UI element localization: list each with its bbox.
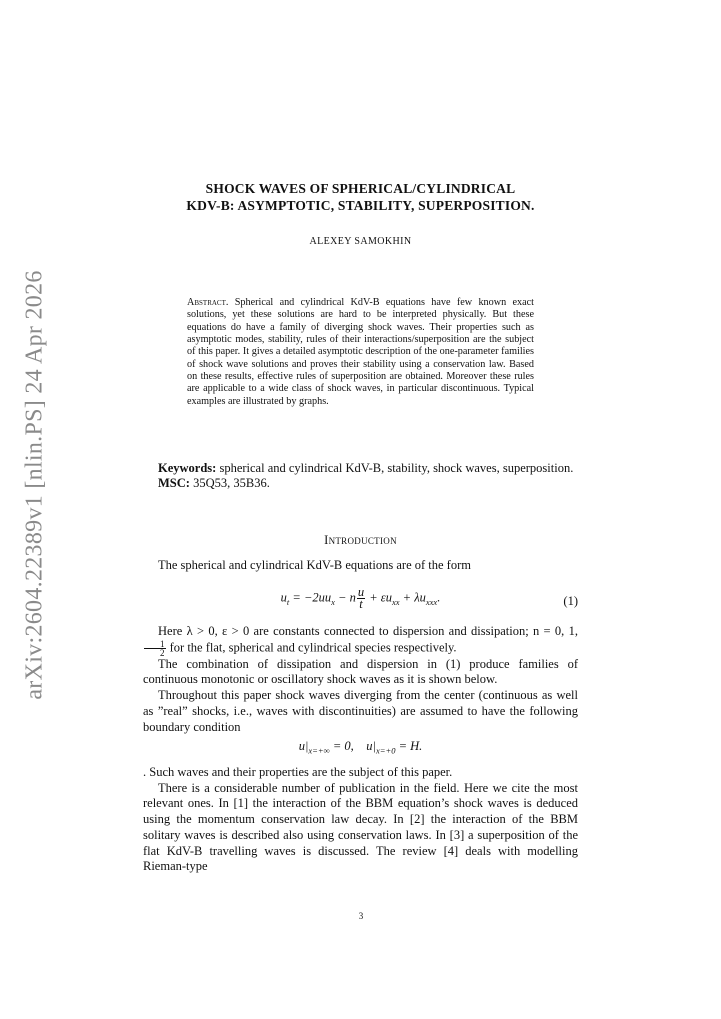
intro-body-2 xyxy=(143,765,578,875)
msc-line xyxy=(143,476,578,491)
arxiv-stamp xyxy=(14,270,56,700)
msc-text: 35Q53, 35B36. xyxy=(193,476,270,490)
section-title: Introduction xyxy=(324,533,397,547)
paper-title xyxy=(143,180,578,214)
equation-1 xyxy=(143,587,578,610)
intro-p1: The spherical and cylindrical KdV-B equations are of the form xyxy=(158,558,471,572)
author: ALEXEY SAMOKHIN xyxy=(309,236,412,247)
intro-p3: The combination of dissipation and dispersion in (1) produce families of continuous monotonic or oscillatory shock waves as it is shown below. xyxy=(143,656,578,687)
intro-p2: Here λ > 0, ε > 0 are constants connected to dispersion and dissipation; n = 0, 1, $\frac{1}{2}$ for the flat, spherical and cylindrical species respectively. xyxy=(143,624,578,657)
keywords-line xyxy=(143,461,578,476)
arxiv-stamp-text: arXiv:2604.22389v1 [nlin.PS] 24 Apr 2026 xyxy=(21,270,48,700)
keywords-label: Keywords: xyxy=(158,461,217,475)
page-number: 3 xyxy=(358,911,364,921)
abstract-heading: Abstract. xyxy=(187,297,229,308)
abstract-text: Spherical and cylindrical KdV-B equations have few known exact solutions, yet these solutions are hard to be interpreted physically. But these equations do have a family of diverging shock waves. Their properties such as asymptotic modes, stability, rules of their interactions/superposition are the subject of this paper. It gives a detailed asymptotic description of the one-parameter families of shock wave solutions and proves their stability using a conservation law. Based on these results, effective rules of superposition are obtained. Moreover these rules are applicable to a wide class of shock waves, in particular discontinuous. Typical examples are illustrated by graphs. xyxy=(187,297,535,407)
keywords-text: spherical and cylindrical KdV-B, stability, shock waves, superposition. xyxy=(219,461,574,475)
equation-1-math: $u_t = -2uu_x - n$ $\frac{u}{t}$ + $\varepsilon u_{xx} + \lambda u_{xxx}$. xyxy=(280,585,441,611)
intro-p5: . Such waves and their properties are the subject of this paper. xyxy=(143,765,453,779)
msc-label: MSC: xyxy=(158,476,190,490)
title-line-2: KDV-B: ASYMPTOTIC, STABILITY, SUPERPOSITION. xyxy=(186,198,535,213)
intro-body xyxy=(143,624,578,735)
intro-p6: There is a considerable number of publication in the field. Here we cite the most relevant ones. In [1] the interaction of the BBM equation’s shock waves is deduced using the momentum conservation law decay. In [2] the interaction of the BBM solitary waves is described also using conservation laws. In [3] a superposition of the flat KdV-B travelling waves is discussed. The review [4] deals with modelling Rieman-type xyxy=(143,780,578,874)
abstract xyxy=(187,297,534,408)
equation-1-number: (1) xyxy=(563,594,578,608)
intro-p4: Throughout this paper shock waves diverging from the center (continuous as well as ”real” shocks, i.e., waves with discontinuities) are assumed to have the following boundary condition xyxy=(143,688,578,734)
boundary-condition xyxy=(143,739,578,756)
boundary-condition-math: $u|_{x=+\infty} = 0$, $u|_{x=+0} = H$. xyxy=(298,739,423,756)
keywords-block xyxy=(143,461,578,491)
title-line-1: SHOCK WAVES OF SPHERICAL/CYLINDRICAL xyxy=(205,181,516,196)
intro-paragraph-1 xyxy=(143,558,578,574)
